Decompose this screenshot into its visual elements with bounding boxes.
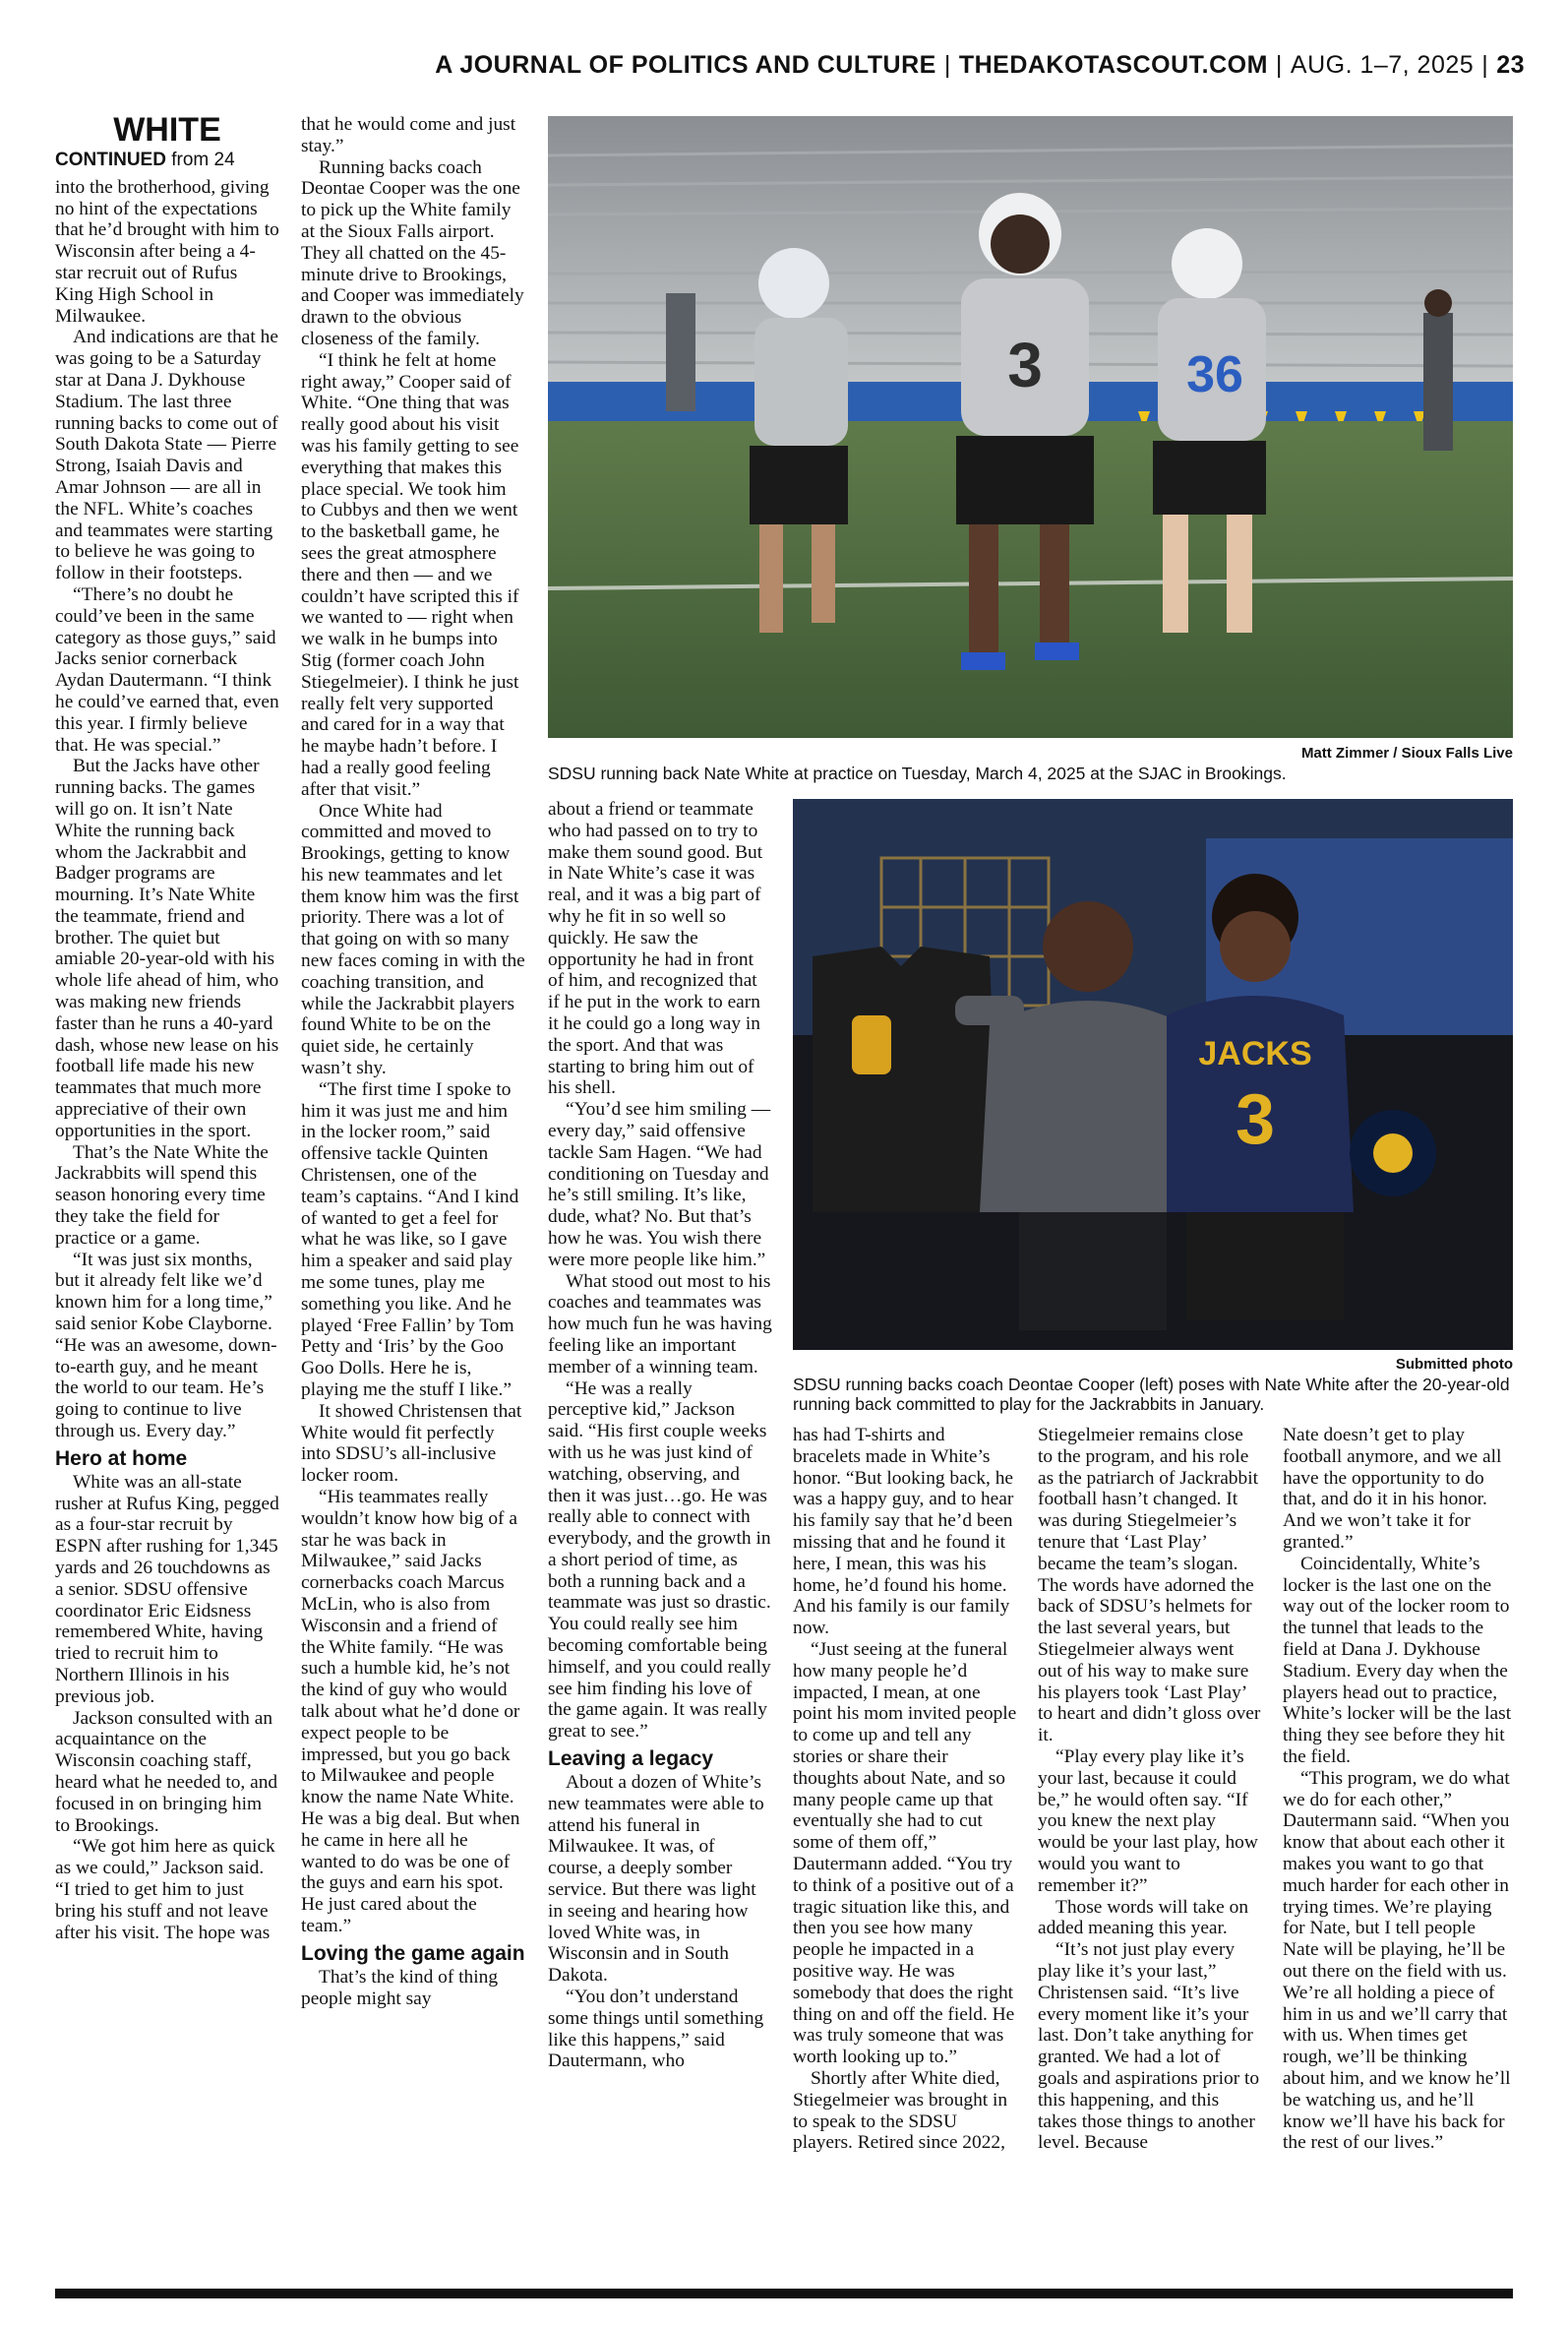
paragraph: White was an all-state rusher at Rufus King, pegged as a four-star recruit by ESPN after rushing for 1,345 yards and 26 touchdowns as a senior. SDSU offensive coordinator Eric Eidsness remembered White, having tried to recruit him to Northern Illinois in his previous job. xyxy=(55,1471,279,1707)
practice-photo-illustration xyxy=(548,116,1513,738)
bottom-rule xyxy=(55,2289,1513,2298)
paragraph: “This program, we do what we do for each other,” Dautermann said. “When you know that about each other it makes you want to go that much harder for each other in trying times. We’re playing for Nate, but I tell people Nate will be playing, he’ll be out there on the field with us. We’re all holding a piece of him in us and we’ll carry that with us. When times get rough, we’ll be thinking about him, and we know he’ll be watching us, and he’ll know we’ll have his back for the rest of our lives.” xyxy=(1283,1767,1511,2154)
article-column-5 xyxy=(1038,1425,1262,2154)
paragraph: “It was just six months, but it already felt like we’d known him for a long time,” said senior Kobe Clayborne. “He was an awesome, down-to-earth guy, and he meant the world to our team. He’s going to continue to live through us. Every day.” xyxy=(55,1249,277,1442)
paragraph: Jackson consulted with an acquaintance on the Wisconsin coaching staff, heard what he needed to, and focused in on bringing him to Brookings. xyxy=(55,1707,278,1836)
photo-caption-1: SDSU running back Nate White at practice on Tuesday, March 4, 2025 at the SJAC in Brookings. xyxy=(548,764,1287,783)
locker-room-photo xyxy=(793,799,1513,1350)
paragraph: “You’d see him smiling — every day,” said offensive tackle Sam Hagen. “We had conditioning on Tuesday and he’s still smiling. It’s like, dude, what? No. But that’s how he was. You wish there were more people like him.” xyxy=(548,1099,771,1270)
subhead-loving-the-game: Loving the game again xyxy=(301,1941,525,1965)
paragraph: Running backs coach Deontae Cooper was the one to pick up the White family at the Sioux Falls airport. They all chatted on the 45-minute drive to Brookings, and Cooper was immediately drawn to the obvious closeness of the family. xyxy=(301,156,524,349)
issue-date: AUG. 1–7, 2025 xyxy=(1290,51,1475,79)
paragraph: Stiegelmeier remains close to the program, and his role as the patriarch of Jackrabbit football hasn’t changed. It was during Stiegelmeier’s tenure that ‘Last Play’ became the team’s slogan. The words have adorned the back of SDSU’s helmets for the last several years, but Stiegelmeier always went out of his way to make sure his players took ‘Last Play’ to heart and didn’t gloss over it. xyxy=(1038,1425,1261,1746)
varsity-jacket xyxy=(813,947,999,1212)
paragraph: About a dozen of White’s new teammates were able to attend his funeral in Milwaukee. It was, of course, a deeply somber service. But there was light in seeing and hearing how loved White was, in Wisconsin and in South Dakota. xyxy=(548,1772,764,1987)
jump-line xyxy=(55,150,279,171)
paragraph: But the Jacks have other running backs. The games will go on. It isn’t Nate White the running back whom the Jackrabbit and Badger programs are mourning. It’s Nate White the teammate, friend and brother. The quiet but amiable 20-year-old with his whole life ahead of him, who was making new friends faster than he runs a 40-yard dash, whose new lease on his football life made his new teammates that much more appreciative of their own opportunities in the sport. xyxy=(55,756,279,1141)
article-column-4 xyxy=(793,1425,1017,2154)
practice-photo xyxy=(548,116,1513,738)
paragraph: “He was a really perceptive kid,” Jackson said. “His first couple weeks with us he was just kind of watching, observing, and then it was just…go. He was really able to connect with everybody, and the growth in a short period of time, as both a running back and a teammate was just so drastic. You could really see him becoming comfortable being himself, and you could really see him finding his love of the game again. It was really great to see.” xyxy=(548,1377,771,1743)
headline: WHITE xyxy=(113,111,221,149)
paragraph: It showed Christensen that White would fit perfectly into SDSU’s all-inclusive locker room. xyxy=(301,1400,522,1487)
article-column-6 xyxy=(1283,1425,1513,2154)
page-number: 23 xyxy=(1496,51,1525,79)
paragraph: “Just seeing at the funeral how many people he’d impacted, I mean, at one point his mom invited people to come up and tell any stories or share their thoughts about Nate, and so many people came up that eventually she had to cut some of them off,” Dautermann added. “You try to think of a positive out of a tragic situation like this, and then you see how many people he impacted in a positive way. He was somebody that does the right thing on and off the field. He was truly someone that was worth looking up to.” xyxy=(793,1638,1017,2068)
jersey-number: 3 xyxy=(1235,1080,1276,1159)
paragraph: “His teammates really wouldn’t know how big of a star he was back in Milwaukee,” said Jacks cornerbacks coach Marcus McLin, who is also from Wisconsin and a friend of the White family. “He was such a humble kid, he’s not the kind of guy who would talk about what he’d done or expect people to be impressed, but you go back to Milwaukee and people know the name Nate White. He was a big deal. But when he came in here all he wanted to do was be one of the guys and earn his spot. He just cared about the team.” xyxy=(301,1487,520,1936)
photo-caption-2: SDSU running backs coach Deontae Cooper (left) poses with Nate White after the 20-year-old running back committed to play for the Jackrabbits in January. xyxy=(793,1375,1510,1414)
journal-tagline: A JOURNAL OF POLITICS AND CULTURE xyxy=(435,51,936,79)
photo-credit-2: Submitted photo xyxy=(1395,1356,1513,1373)
paragraph: “We got him here as quick as we could,” Jackson said. “I tried to get him to just bring his stuff and not leave after his visit. The hope was xyxy=(55,1836,275,1943)
paragraph: Coincidentally, White’s locker is the last one on the way out of the locker room to the tunnel that leads to the field at Dana J. Dykhouse Stadium. Every day when the players head out to practice, White’s locker will be the last thing they see before they hit the field. xyxy=(1283,1553,1512,1767)
photo-credit-1: Matt Zimmer / Sioux Falls Live xyxy=(1300,745,1513,762)
subhead-hero-at-home: Hero at home xyxy=(55,1446,188,1470)
paragraph: “Play every play like it’s your last, because it could be,” he would often say. “If you knew the next play would be your last play, how would you want to remember it?” xyxy=(1038,1745,1258,1896)
article-column-3 xyxy=(548,799,772,2072)
paragraph: And indications are that he was going to be a Saturday star at Dana J. Dykhouse Stadium. The last three running backs to come out of South Dakota State — Pierre Strong, Isaiah Davis and Amar Johnson — are all in the NFL. White’s coaches and teammates were starting to believe he was going to follow in their footsteps. xyxy=(55,327,278,584)
paragraph: “I think he felt at home right away,” Cooper said of White. “One thing that was really good about his visit was his family getting to see everything that makes this place special. We took him to Cubbys and then we went to the basketball game, he sees the great atmosphere there and then — and we couldn’t have scripted this if we wanted to — right when we walk in he bumps into Stig (former coach John Stiegelmeier). I think he just really felt very supported and cared for in a way that he maybe hadn’t before. I had a really good feeling after that visit.” xyxy=(301,349,519,800)
paragraph: Nate doesn’t get to play football anymore, and we all have the opportunity to do that, and do it in his honor. And we won’t take it for granted.” xyxy=(1283,1425,1502,1553)
paragraph: That’s the Nate White the Jackrabbits will spend this season honoring every time they take the field for practice or a game. xyxy=(55,1141,269,1249)
jersey-number-left: 3 xyxy=(1007,330,1043,400)
paragraph: into the brotherhood, giving no hint of the expectations that he’d brought with him to Wisconsin after being a 4-star recruit out of Rufus King High School in Milwaukee. xyxy=(55,176,279,327)
paragraph: Once White had committed and moved to Brookings, getting to know his new teammates and let them know him was the first priority. There was a lot of that going on with so many new faces coming in with the coaching transition, and while the Jackrabbit players found White to be on the quiet side, he certainly wasn’t shy. xyxy=(301,800,525,1079)
paragraph: Those words will take on added meaning this year. xyxy=(1038,1896,1249,1939)
paragraph: has had T-shirts and bracelets made in White’s honor. “But looking back, he was a happy guy, and to hear his family say that he’d been missing that and he found it here, I mean, this was his home, he’d found his home. And his family is our family now. xyxy=(793,1425,1014,1639)
paragraph: Shortly after White died, Stiegelmeier was brought in to speak to the SDSU players. Retired since 2022, xyxy=(793,2067,1008,2154)
page-header: A JOURNAL OF POLITICS AND CULTURE | THEDAKOTASCOUT.COM | AUG. 1–7, 2025 | 23 xyxy=(435,51,1525,79)
locker-room-photo-illustration xyxy=(793,799,1513,1350)
continued-label: CONTINUED xyxy=(55,150,166,170)
paragraph: “You don’t understand some things until something like this happens,” said Dautermann, who xyxy=(548,1987,764,2072)
site-url[interactable]: THEDAKOTASCOUT.COM xyxy=(958,51,1268,79)
article-column-1 xyxy=(55,112,279,1943)
paragraph: about a friend or teammate who had passed on to try to make them sound good. But in Nate White’s case it was real, and it was a big part of why he fit in so well so quickly. He saw the opportunity he had in front of him, and recognized that if he put in the work to earn it he could go a long way in the sport. And that was starting to bring him out of his shell. xyxy=(548,799,763,1099)
paragraph: “It’s not just play every play like it’s your last,” Christensen said. “It’s live every moment like it’s your last. Don’t take anything for granted. We had a lot of goals and aspirations prior to this happening, and this takes those things to another level. Because xyxy=(1038,1939,1260,2154)
paragraph: That’s the kind of thing people might say xyxy=(301,1966,499,2009)
continued-from: from 24 xyxy=(165,150,235,170)
jersey-text: JACKS xyxy=(1198,1035,1312,1072)
paragraph: “The first time I spoke to him it was just me and him in the locker room,” said offensive tackle Quinten Christensen, one of the team’s captains. “And I kind of wanted to get a feel for what he was like, so I gave him a speaker and said play me some tunes, play me something you like. And he played ‘Free Fallin’ by Tom Petty and ‘Iris’ by the Goo Goo Dolls. Here he is, playing me the stuff I like.” xyxy=(301,1078,519,1401)
paragraph: “There’s no doubt he could’ve been in the same category as those guys,” said Jacks senior cornerback Aydan Dautermann. “I think he could’ve earned that, even this year. I firmly believe that. He was special.” xyxy=(55,583,279,756)
jersey-number-right: 36 xyxy=(1186,346,1243,403)
subhead-leaving-a-legacy: Leaving a legacy xyxy=(548,1747,714,1771)
article-column-2 xyxy=(301,114,525,2009)
paragraph: What stood out most to his coaches and teammates was how much fun he was having feeling like an important member of a winning team. xyxy=(548,1270,772,1377)
paragraph: that he would come and just stay.” xyxy=(301,114,516,156)
